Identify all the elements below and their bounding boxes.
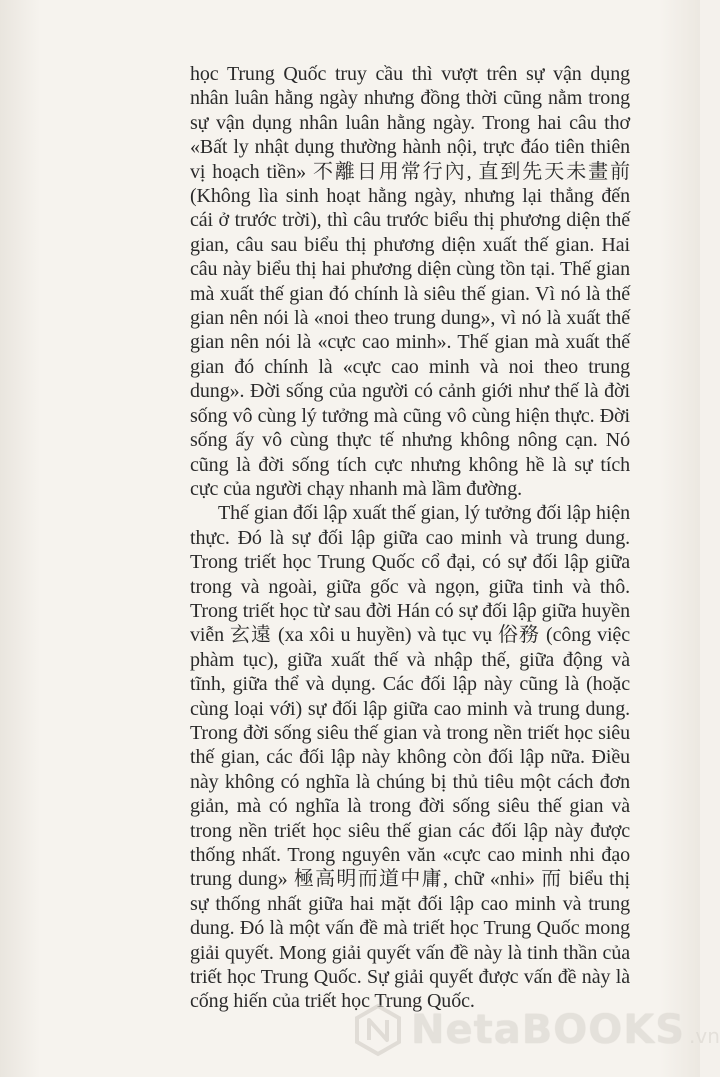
watermark-logo [355,1000,720,1060]
watermark-suffix: .vn [689,1024,720,1048]
page-text [190,62,630,1014]
netabooks-logo-icon [355,1004,401,1056]
paragraph-2: Thế gian đối lập xuất thế gian, lý tưởng đối lập hiện thực. Đó là sự đối lập giữa cao minh và trung dung. Trong triết học Trung Quốc cổ đại, có sự đối lập giữa trong và ngoài, giữa gốc và ngọn, giữa tinh và thô. Trong triết học từ sau đời Hán có sự đối lập giữa huyền viễn 玄遠 (xa xôi u huyền) và tục vụ 俗務 (công việc phàm tục), giữa xuất thế và nhập thế, giữa động và tĩnh, giữa thể và dụng. Các đối lập này cũng là (hoặc cùng loại với) sự đối lập giữa cao minh và trung dung. Trong đời sống siêu thế gian và trong nền triết học siêu thế gian, các đối lập này không còn đối lập nữa. Điều này không có nghĩa là chúng bị thủ tiêu một cách đơn giản, mà có nghĩa là trong đời sống siêu thế gian và trong nền triết học siêu thế gian các đối lập này được thống nhất. Trong nguyên văn «cực cao minh nhi đạo trung dung» 極高明而道中庸, chữ «nhi» 而 biểu thị sự thống nhất giữa hai mặt đối lập cao minh và trung dung. Đó là một vấn đề mà triết học Trung Quốc mong giải quyết. Mong giải quyết vấn đề này là tinh thần của triết học Trung Quốc. Sự giải quyết được vấn đề này là cống hiến của triết học Trung Quốc. [190,502,630,1013]
watermark-brand: NetaBOOKS [411,1007,686,1053]
paragraph-1: học Trung Quốc truy cầu thì vượt trên sự vận dụng nhân luân hằng ngày nhưng đồng thời cũng nằm trong sự vận dụng nhân luân hằng ngày. Trong hai câu thơ «Bất ly nhật dụng thường hành nội, trực đáo tiên thiên vị hoạch tiền» 不離日用常行內, 直到先天未畫前 (Không lìa sinh hoạt hằng ngày, nhưng lại thẳng đến cái ở trước trời), thì câu trước biểu thị phương diện thế gian, câu sau biểu thị phương diện xuất thế gian. Hai câu này biểu thị hai phương diện cùng tồn tại. Thế gian mà xuất thế gian đó chính là siêu thế gian. Vì nó là thế gian nên nói là «noi theo trung dung», vì nó là xuất thế gian nên nói là «cực cao minh». Thế gian mà xuất thế gian đó chính là «cực cao minh và noi theo trung dung». Đời sống của người có cảnh giới như thế là đời sống vô cùng lý tưởng mà cũng vô cùng hiện thực. Đời sống ấy vô cùng thực tế nhưng không nông cạn. Nó cũng là đời sống tích cực nhưng không hề là sự tích cực của người chạy nhanh mà lầm đường. [190,63,630,500]
